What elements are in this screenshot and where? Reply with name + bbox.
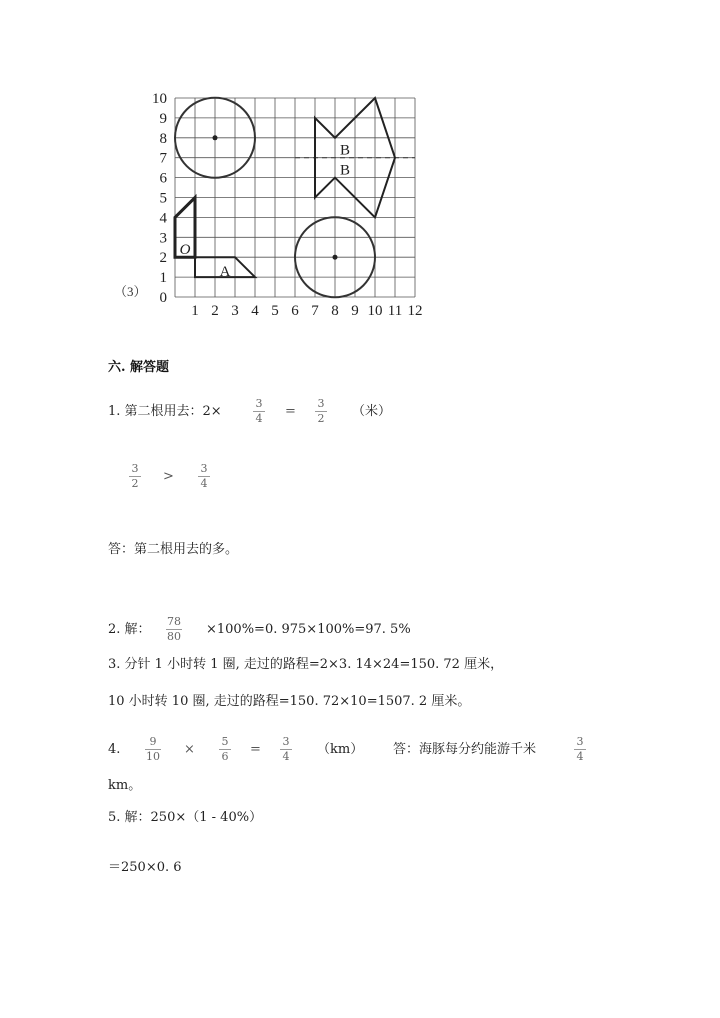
x-tick-label: 7: [311, 303, 319, 319]
q4-times: ×: [184, 742, 195, 757]
denominator: 10: [146, 750, 160, 763]
y-tick-label: 5: [159, 190, 167, 207]
denominator: 2: [131, 477, 139, 490]
numerator: 3: [200, 462, 208, 475]
numerator: 9: [149, 735, 157, 748]
x-tick-label: 8: [331, 303, 339, 319]
section-heading: 六. 解答题: [108, 360, 170, 375]
numerator: 3: [576, 735, 584, 748]
q5-line2: ＝250×0. 6: [108, 860, 182, 875]
q5-line1: 5. 解：250×（1 - 40%）: [108, 810, 263, 825]
shape-label: O: [179, 242, 191, 259]
denominator: 6: [221, 750, 229, 763]
denominator: 4: [282, 750, 290, 763]
y-tick-label: 2: [159, 250, 167, 267]
x-tick-label: 4: [251, 303, 259, 319]
denominator: 80: [167, 630, 181, 643]
q4-fraction-a: [145, 736, 161, 763]
y-tick-label: 4: [159, 210, 167, 227]
q1-prefix: 1. 第二根用去：2×: [108, 404, 222, 419]
x-tick-label: 10: [367, 303, 383, 319]
q2-rest: ×100%=0. 975×100%=97. 5%: [206, 622, 411, 637]
q1-equals: =: [285, 404, 296, 419]
numerator: 3: [317, 397, 325, 410]
numerator: 78: [167, 615, 181, 628]
y-tick-label: 1: [159, 270, 167, 287]
numerator: 3: [131, 462, 139, 475]
shape-label: A: [219, 264, 231, 281]
q4-prefix: 4.: [108, 742, 121, 757]
q3-line2: 10 小时转 10 圈, 走过的路程=150. 72×10=1507. 2 厘米。: [108, 694, 471, 709]
q2-fraction: [166, 616, 182, 643]
q4-fraction-b: [219, 736, 231, 763]
q4-tail: km。: [108, 778, 142, 793]
y-tick-label: 3: [159, 230, 167, 247]
x-tick-label: 12: [407, 303, 423, 319]
q1-compare-op: >: [163, 469, 174, 484]
q1-fraction-a: [253, 398, 265, 425]
denominator: 2: [317, 412, 325, 425]
x-tick-label: 9: [351, 303, 359, 319]
denominator: 4: [576, 750, 584, 763]
figure-label: （3）: [114, 284, 147, 299]
shape-label: B: [339, 142, 351, 159]
x-tick-label: 1: [191, 303, 199, 319]
y-tick-label: 10: [152, 91, 167, 107]
q4-answer: 答：海豚每分约能游千米: [393, 742, 537, 757]
x-tick-label: 6: [291, 303, 299, 319]
q4-equals: =: [250, 742, 261, 757]
q1-unit: （米）: [352, 404, 392, 419]
q1-compare-left: [129, 463, 141, 490]
y-tick-label: 9: [159, 110, 167, 127]
y-tick-label: 6: [159, 170, 167, 187]
x-tick-label: 3: [231, 303, 239, 319]
top-circle-center-dot: [213, 135, 218, 140]
denominator: 4: [255, 412, 263, 425]
q4-fraction-c: [280, 736, 292, 763]
numerator: 3: [255, 397, 263, 410]
shape-label: B: [339, 162, 351, 179]
coordinate-grid-diagram: [100, 85, 440, 329]
x-tick-label: 5: [271, 303, 279, 319]
y-tick-label: 7: [159, 150, 167, 167]
denominator: 4: [200, 477, 208, 490]
numerator: 3: [282, 735, 290, 748]
grid-figure: [100, 85, 440, 325]
q4-answer-fraction: [574, 736, 586, 763]
y-tick-label: 0: [159, 290, 167, 306]
y-tick-label: 8: [159, 130, 167, 147]
q1-answer: 答：第二根用去的多。: [108, 542, 239, 557]
q4-unit: （km）: [317, 742, 364, 757]
q1-compare-right: [198, 463, 210, 490]
x-tick-label: 11: [387, 303, 403, 319]
q1-fraction-b: [315, 398, 327, 425]
bottom-circle-center-dot: [333, 255, 338, 260]
q3-line1: 3. 分针 1 小时转 1 圈, 走过的路程=2×3. 14×24=150. 72 厘米，: [108, 657, 504, 672]
numerator: 5: [221, 735, 229, 748]
q2-prefix: 2. 解：: [108, 622, 151, 637]
x-tick-label: 2: [211, 303, 219, 319]
